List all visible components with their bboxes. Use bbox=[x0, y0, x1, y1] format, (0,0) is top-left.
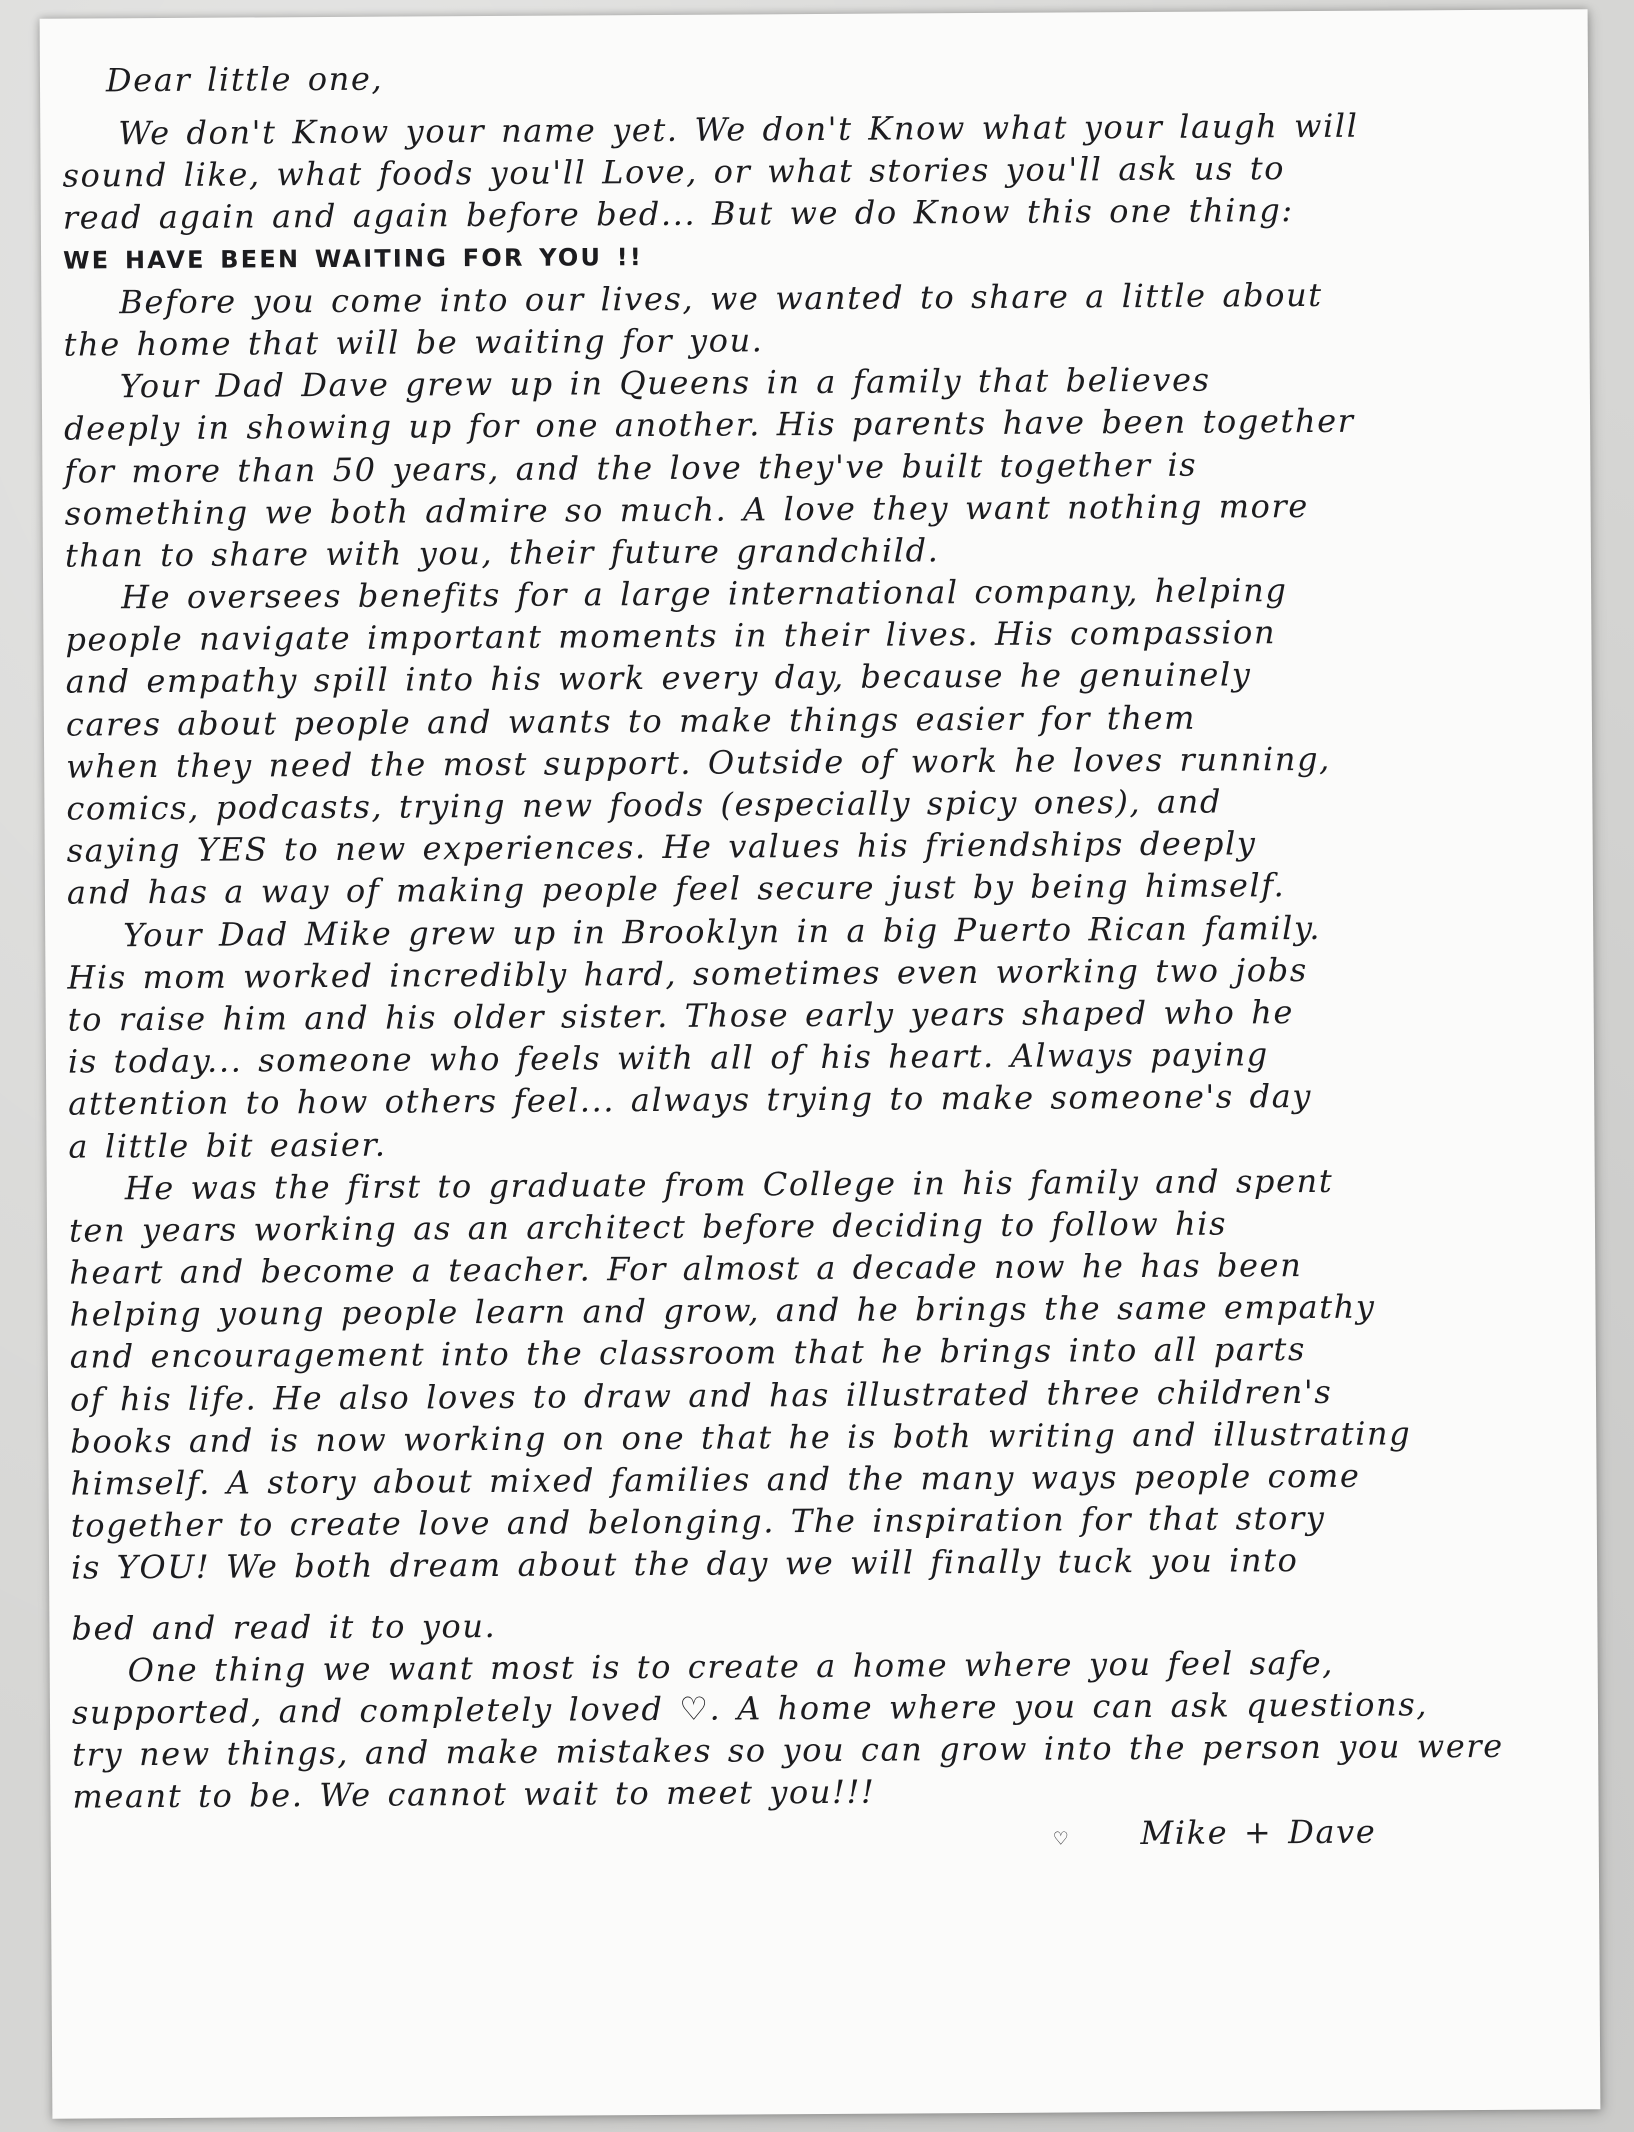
salutation: Dear little one, bbox=[105, 59, 384, 100]
letter-line: and empathy spill into his work every day, because he genuinely bbox=[65, 655, 1252, 702]
letter-line: We don't Know your name yet. We don't Know what your laugh will bbox=[118, 106, 1359, 153]
letter-line: deeply in showing up for one another. His parents have been together bbox=[63, 402, 1355, 448]
handwritten-letter bbox=[62, 39, 1573, 1860]
letter-line: helping young people learn and grow, and he brings the same empathy bbox=[69, 1287, 1376, 1334]
letter-line: is today... someone who feels with all of his heart. Always paying bbox=[67, 1035, 1269, 1081]
letter-line: sound like, what foods you'll Love, or what stories you'll ask us to bbox=[62, 149, 1286, 195]
letter-line: He was the first to graduate from College in his family and spent bbox=[124, 1161, 1334, 1207]
letter-line: of his life. He also loves to draw and has illustrated three children's bbox=[69, 1372, 1333, 1419]
letter-line: He oversees benefits for a large international company, helping bbox=[121, 571, 1288, 617]
letter-line: meant to be. We cannot wait to meet you!!! bbox=[72, 1772, 876, 1816]
letter-line: ten years working as an architect before deciding to follow his bbox=[68, 1204, 1228, 1250]
letter-line: a little bit easier. bbox=[68, 1125, 387, 1166]
letter-line: and encouragement into the classroom that he brings into all parts bbox=[69, 1330, 1307, 1377]
letter-line: heart and become a teacher. For almost a decade now he has been bbox=[69, 1246, 1303, 1292]
letter-line: himself. A story about mixed families and the many ways people come bbox=[70, 1456, 1361, 1503]
heart-icon: ♡ bbox=[1052, 1827, 1071, 1850]
letter-line: is YOU! We both dream about the day we will finally tuck you into bbox=[70, 1541, 1299, 1587]
letter-line: Your Dad Dave grew up in Queens in a family that believes bbox=[119, 360, 1211, 406]
letter-line: Your Dad Mike grew up in Brooklyn in a big Puerto Rican family. bbox=[123, 908, 1322, 954]
letter-line: supported, and completely loved ♡. A home where you can ask questions, bbox=[71, 1685, 1429, 1732]
letter-line: something we both admire so much. A love they want nothing more bbox=[64, 486, 1310, 533]
letter-paper bbox=[40, 9, 1601, 2118]
letter-line: Before you come into our lives, we wanted to share a little about bbox=[119, 275, 1323, 322]
letter-line: comics, podcasts, trying new foods (especially spicy ones), and bbox=[66, 782, 1223, 828]
letter-line: His mom worked incredibly hard, sometimes even working two jobs bbox=[67, 950, 1308, 997]
letter-line: than to share with you, their future grandchild. bbox=[64, 531, 940, 575]
letter-line: to raise him and his older sister. Those early years shaped who he bbox=[67, 993, 1295, 1039]
letter-line: people navigate important moments in their lives. His compassion bbox=[65, 613, 1277, 659]
letter-line: books and is now working on one that he is both writing and illustrating bbox=[70, 1414, 1412, 1461]
letter-line: together to create love and belonging. The inspiration for that story bbox=[70, 1499, 1326, 1545]
letter-body bbox=[62, 103, 1573, 1860]
letter-line: WE HAVE BEEN WAITING FOR YOU !! bbox=[62, 242, 644, 275]
letter-line: and has a way of making people feel secure just by being himself. bbox=[66, 866, 1286, 912]
letter-line: try new things, and make mistakes so you can grow into the person you were bbox=[72, 1726, 1504, 1774]
letter-line: saying YES to new experiences. He values his friendships deeply bbox=[66, 824, 1257, 870]
letter-line: attention to how others feel... always trying to make someone's day bbox=[68, 1077, 1313, 1123]
letter-line: cares about people and wants to make things easier for them bbox=[65, 698, 1197, 744]
signature: Mike + Dave bbox=[1140, 1812, 1377, 1852]
letter-line: when they need the most support. Outside of work he loves running, bbox=[66, 739, 1331, 786]
letter-line: bed and read it to you. bbox=[71, 1606, 497, 1648]
letter-line: One thing we want most is to create a home where you feel safe, bbox=[127, 1643, 1335, 1689]
letter-line: for more than 50 years, and the love they've built together is bbox=[64, 445, 1198, 491]
letter-line: the home that will be waiting for you. bbox=[63, 321, 764, 364]
letter-line: read again and again before bed... But we do Know this one thing: bbox=[62, 191, 1294, 237]
